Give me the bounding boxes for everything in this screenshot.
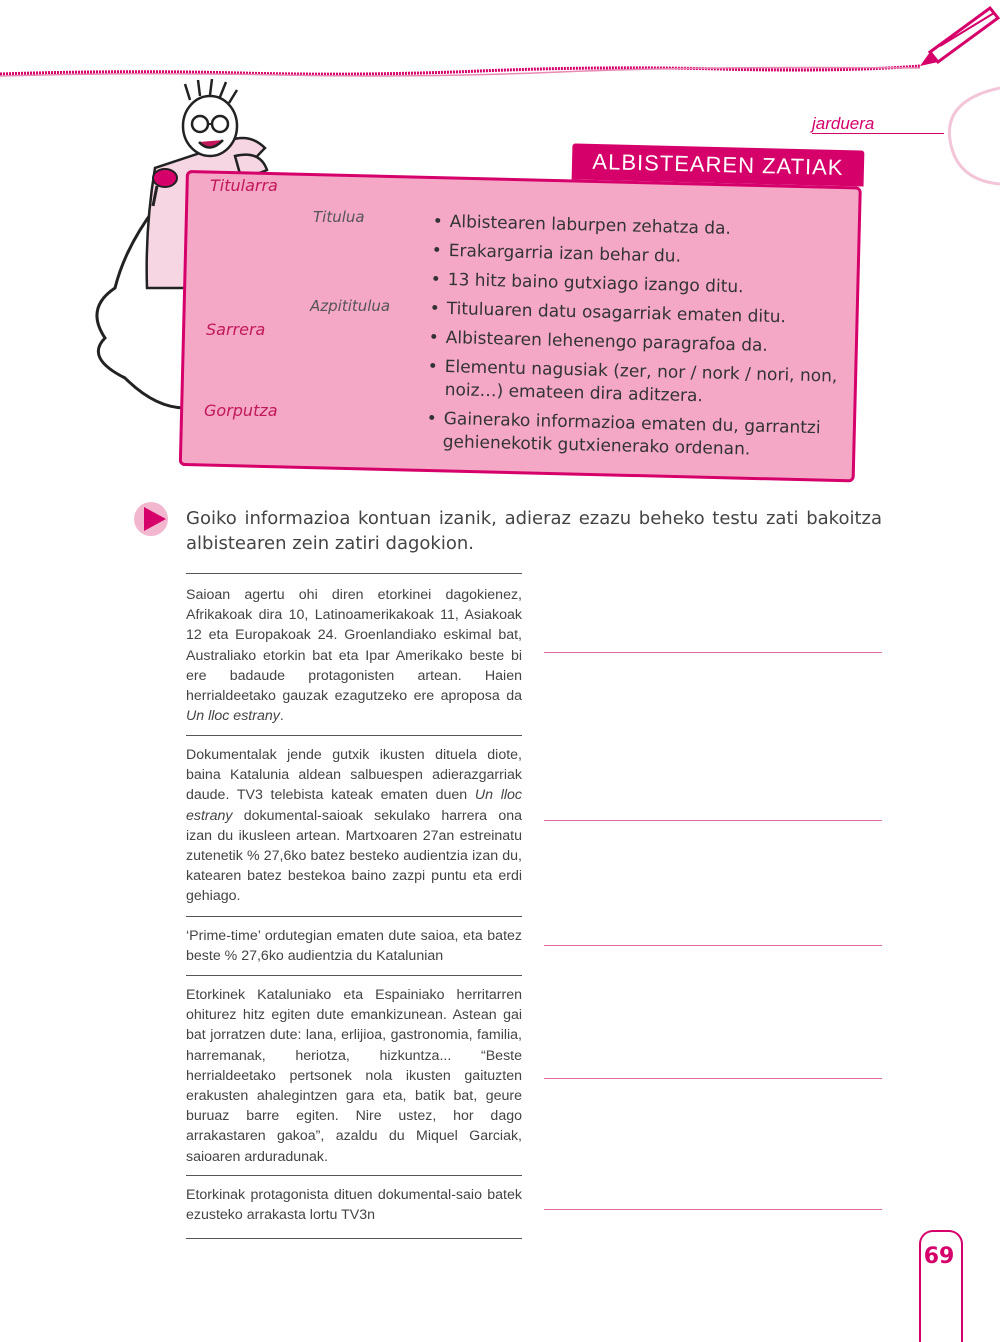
label-gorputza: Gorputza <box>204 401 278 420</box>
pencil-icon <box>910 0 1000 70</box>
page-number: 69 <box>923 1244 955 1269</box>
passage-2 <box>186 745 522 907</box>
passage-divider <box>186 1238 522 1239</box>
bullet-continuation-text: noiz…) emateen dira aditzera. <box>444 380 704 407</box>
label-titularra: Titularra <box>210 176 278 195</box>
play-arrow-icon <box>132 500 172 538</box>
bullet-continuation-text: gehienekotik gutxienerako ordenan. <box>442 432 751 460</box>
passage-divider <box>186 735 522 736</box>
passage-1 <box>186 585 522 726</box>
passage-italic-title: Un lloc estrany <box>186 708 280 725</box>
activity-underline <box>812 133 944 134</box>
passage-divider <box>186 573 522 574</box>
instruction-text: Goiko informazioa kontuan izanik, adieraz ezazu beheko testu zati bakoitza albistearen zein zatiri dagokion. <box>186 508 882 554</box>
passage-italic-title: Un lloc estrany <box>186 787 522 824</box>
answer-line-1[interactable] <box>544 652 882 653</box>
bullet-item: • Elementu nagusiak (zer, nor / nork / nori, non, <box>444 357 837 388</box>
bullet-item: • Albistearen laburpen zehatza da. <box>449 212 731 240</box>
passage-3: ‘Prime-time’ ordutegian ematen dute saioa, eta batez beste % 27,6ko audientzia du Katalunian <box>186 928 522 965</box>
bullet-item: • 13 hitz baino gutxiago izango ditu. <box>447 270 743 298</box>
passage-divider <box>186 916 522 917</box>
passage-text: Dokumentalak jende gutxik ikusten dituela diote, baina Katalunia aldean salbuespen adierazgarriak daude. TV3 telebista kateak ematen duen <box>186 747 522 804</box>
bullet-item: • Albistearen lehenengo paragrafoa da. <box>445 328 768 357</box>
answer-line-4[interactable] <box>544 1078 882 1079</box>
answer-line-2[interactable] <box>544 820 882 821</box>
passage-5: Etorkinak protagonista dituen dokumental-saio batek ezusteko arrakasta lortu TV3n <box>186 1187 522 1224</box>
activity-label: jarduera <box>812 114 875 133</box>
sublabel-titulua: Titulua <box>313 208 365 226</box>
passage-4: Etorkinek Kataluniako eta Espainiako herritarren ohiturez hitz egiten dute emankizunean. Astean gai bat jorratzen dute: lana, erlijioa, gastronomia, familia, harremanak, heriotza, hizkuntza... “Beste herrialdeetako pertsonek nola ikusten gaituzten erakusten ahalegintzen gara eta, batik bat, geure buruaz barre egiten. Nire ustez, hor dago arrakastaren gakoa”, azaldu du Miquel Garciak, saioaren arduradunak. <box>186 987 522 1165</box>
passage-text: dokumental-saioak sekulako harrera ona izan du ikusleen artean. Martxoaren 27an estreinatu zutenetik % 27,6ko batez besteko audientzia izan du, katearen batez bestekoa baino zazpi puntu eta erdi gehiago. <box>186 807 522 905</box>
passage-divider <box>186 975 522 976</box>
passage-text: . <box>279 708 284 725</box>
answer-line-5[interactable] <box>544 1209 882 1210</box>
decorative-side-curve <box>944 80 1000 190</box>
sublabel-azpititulua: Azpititulua <box>310 297 391 315</box>
answer-line-3[interactable] <box>544 945 882 946</box>
bullet-item: • Gainerako informazioa ematen du, garrantzi <box>443 409 820 439</box>
label-sarrera: Sarrera <box>206 320 266 339</box>
box-title: ALBISTEAREN ZATIAK <box>572 143 865 186</box>
passage-text: Saioan agertu ohi diren etorkinei dagokienez, Afrikakoak dira 10, Latinoamerikakoak 11, Asiakoak 12 eta Europakoak 24. Groenlandiako eskimal bat, Australiako etorkin bat eta Ipar Amerikako beste bi ere badaude protagonisten artean. Haien herrialdeetako gauzak ezagutzeko ere aproposa da <box>186 587 522 705</box>
bullet-item: • Erakargarria izan behar du. <box>448 241 681 268</box>
passage-divider <box>186 1175 522 1176</box>
bullet-item: • Tituluaren datu osagarriak ematen ditu. <box>446 299 786 328</box>
